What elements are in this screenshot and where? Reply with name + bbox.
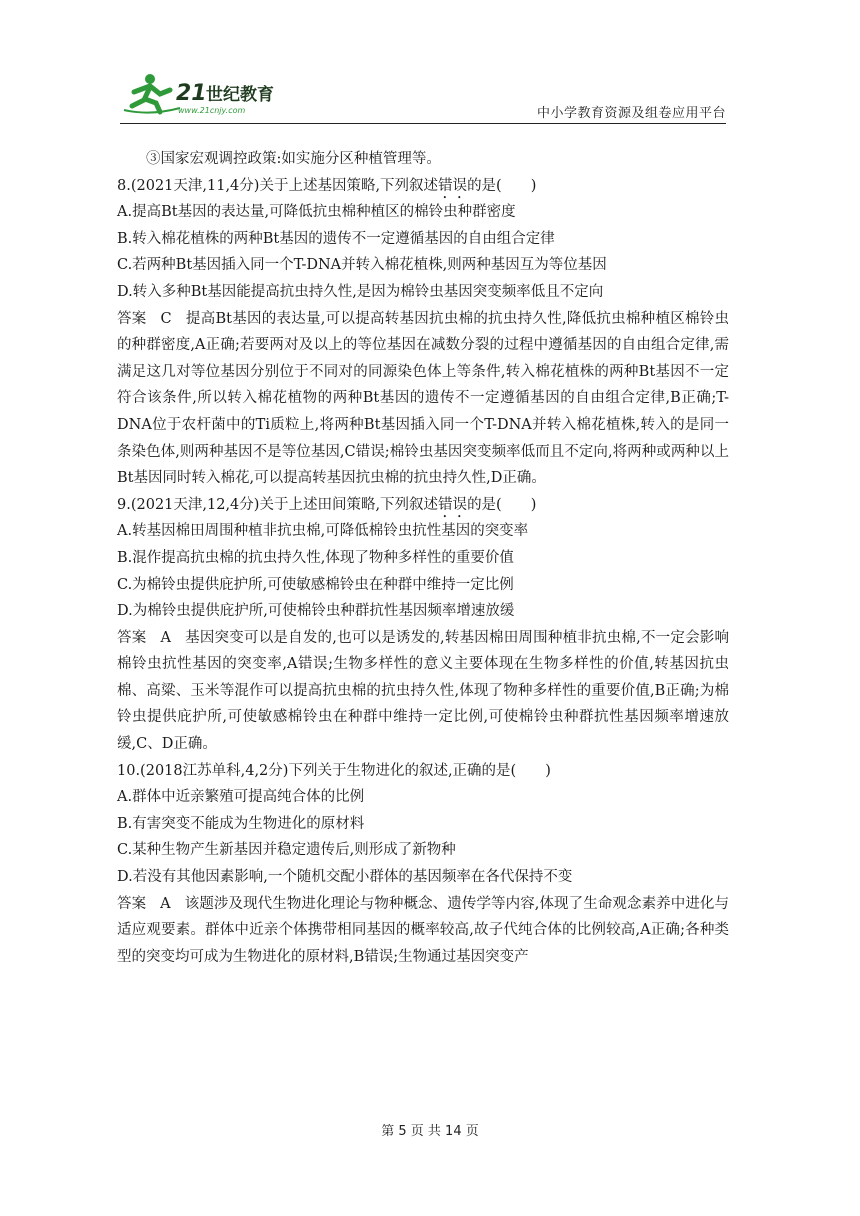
question-8-option-c: C.若两种Bt基因插入同一个T-DNA并转入棉花植株,则两种基因互为等位基因: [117, 257, 607, 274]
page-header: [120, 70, 726, 120]
question-10-option-a: A.群体中近亲繁殖可提高纯合体的比例: [117, 789, 365, 806]
question-9-stem: 9.(2021天津,12,4分)关于上述田间策略,下列叙述错误的是( ): [117, 496, 537, 513]
logo-21cnjy: [120, 70, 300, 118]
question-8-option-d: D.转入多种Bt基因能提高抗虫持久性,是因为棉铃虫基因突变频率低且不定向: [117, 283, 604, 300]
header-site-title: 中小学教育资源及组卷应用平台: [536, 106, 726, 121]
question-8-stem: 8.(2021天津,11,4分)关于上述基因策略,下列叙述错误的是( ): [117, 177, 537, 194]
question-9-option-a: A.转基因棉田周围种植非抗虫棉,可降低棉铃虫抗性基因的突变率: [117, 523, 529, 540]
page-number: 第 5 页 共 14 页: [381, 1124, 479, 1139]
question-9-option-c: C.为棉铃虫提供庇护所,可使敏感棉铃虫在种群中维持一定比例: [117, 576, 514, 593]
question-10-option-c: C.某种生物产生新基因并稳定遗传后,则形成了新物种: [117, 842, 456, 859]
question-10-answer: 答案 A 该题涉及现代生物进化理论与物种概念、遗传学等内容,体现了生命观念素养中进化与适应观要素。群体中近亲个体携带相同基因的概率较高,故子代纯合体的比例较高,A正确;各种类型的突变均可成为生物进化的原材料,B错误;生物通过基因突变产: [117, 895, 729, 965]
question-9-option-d: D.为棉铃虫提供庇护所,可使棉铃虫种群抗性基因频率增速放缓: [117, 603, 515, 620]
question-10-option-b: B.有害突变不能成为生物进化的原材料: [117, 815, 365, 832]
question-8-option-a: A.提高Bt基因的表达量,可降低抗虫棉种植区的棉铃虫种群密度: [117, 204, 516, 221]
emphasis-dots: 错误: [438, 496, 468, 513]
svg-text:世纪教育: 世纪教育: [206, 85, 274, 105]
question-9-option-b: B.混作提高抗虫棉的抗虫持久性,体现了物种多样性的重要价值: [117, 549, 514, 566]
text-line: ③国家宏观调控政策:如实施分区种植管理等。: [146, 151, 441, 167]
emphasis-dots: 错误: [438, 177, 468, 194]
question-10-stem: 10.(2018江苏单科,4,2分)下列关于生物进化的叙述,正确的是( ): [117, 762, 551, 779]
question-8-answer: 答案 C 提高Bt基因的表达量,可以提高转基因抗虫棉的抗虫持久性,降低抗虫棉种植区棉铃虫的种群密度,A正确;若要两对及以上的等位基因在减数分裂的过程中遵循基因的自由组合定律,需满足这几对等位基因分别位于不同对的同源染色体上等条件,转入棉花植株的两种Bt基因不一定符合该条件,所以转入棉花植物的两种Bt基因的遗传不一定遵循基因的自由组合定律,B正确;T-DNA位于农杆菌中的Ti质粒上,将两种Bt基因插入同一个T-DNA并转入棉花植株,转入的是同一条染色体,则两种基因不是等位基因,C错误;棉铃虫基因突变频率低而且不定向,将两种或两种以上Bt基因同时转入棉花,可以提高转基因抗虫棉的抗虫持久性,D正确。: [117, 310, 730, 487]
question-10-option-d: D.若没有其他因素影响,一个随机交配小群体的基因频率在各代保持不变: [117, 869, 573, 886]
header-divider: [120, 123, 726, 124]
question-9-answer: 答案 A 基因突变可以是自发的,也可以是诱发的,转基因棉田周围种植非抗虫棉,不一定会影响棉铃虫抗性基因的突变率,A错误;生物多样性的意义主要体现在生物多样性的价值,转基因抗虫棉、高粱、玉米等混作可以提高抗虫棉的抗虫持久性,体现了物种多样性的重要价值,B正确;为棉铃虫提供庇护所,可使敏感棉铃虫在种群中维持一定比例,可使棉铃虫种群抗性基因频率增速放缓,C、D正确。: [117, 629, 730, 753]
document-body: [117, 146, 729, 970]
question-8-option-b: B.转入棉花植株的两种Bt基因的遗传不一定遵循基因的自由组合定律: [117, 230, 555, 247]
svg-text:21: 21: [176, 81, 207, 106]
svg-text:www.21cnjy.com: www.21cnjy.com: [178, 106, 246, 115]
